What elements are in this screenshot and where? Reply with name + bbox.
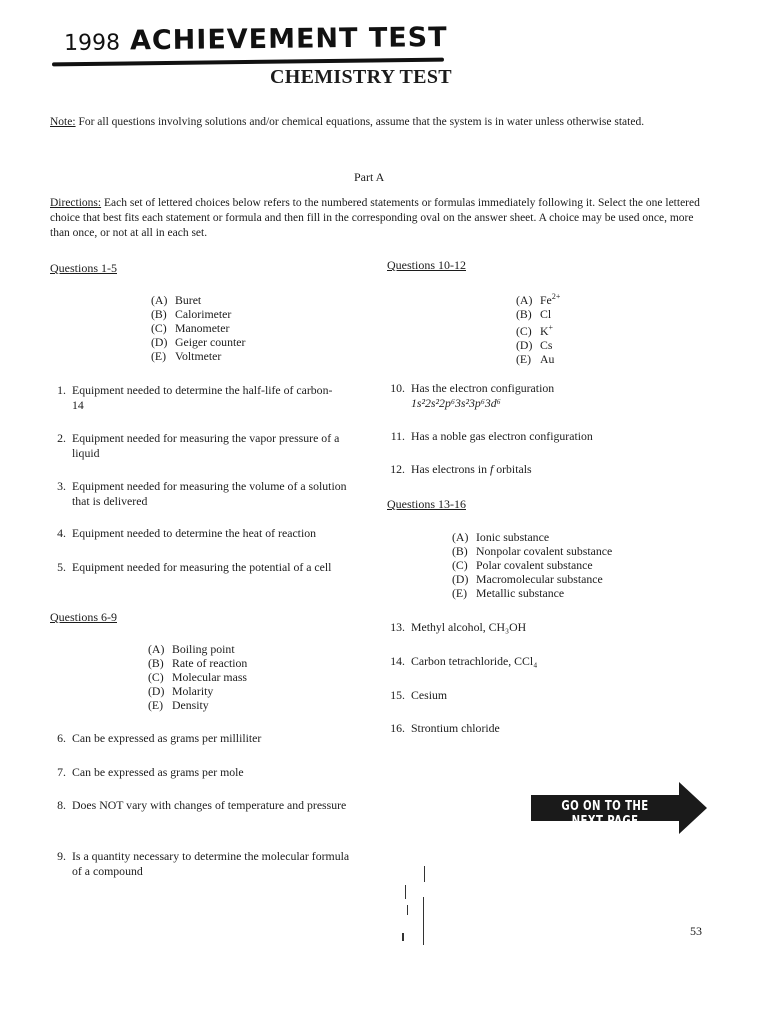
choice-letter: (C) — [148, 670, 164, 684]
choice-letter: (A) — [151, 293, 168, 307]
choice-item — [151, 293, 245, 307]
choice-list-questions-6-9 — [148, 642, 247, 712]
choice-letter: (B) — [148, 656, 164, 670]
choice-item — [452, 586, 612, 600]
choice-superscript: + — [548, 322, 554, 332]
question-number: 10. — [390, 381, 405, 395]
question-text: Equipment needed for measuring the vapor pressure of a liquid — [72, 431, 340, 460]
choice-letter: (A) — [148, 642, 165, 656]
question-number: 14. — [390, 654, 405, 668]
question-8 — [50, 798, 352, 813]
note-label: Note: — [50, 116, 76, 128]
question-text: Equipment needed for measuring the volume of a solution that is delivered — [72, 479, 347, 508]
question-text: Can be expressed as grams per mole — [72, 765, 244, 779]
choice-letter: (D) — [516, 337, 533, 352]
question-number: 11. — [390, 429, 405, 443]
question-11 — [385, 429, 701, 444]
choice-item — [148, 684, 247, 698]
question-number: 8. — [57, 798, 66, 812]
choice-text: Density — [172, 698, 209, 712]
set-heading-questions-1-5: Questions 1-5 — [50, 261, 117, 275]
choice-item — [148, 670, 247, 684]
choice-text: Boiling point — [172, 642, 235, 656]
question-text: Cesium — [411, 688, 448, 702]
scan-mark — [423, 897, 424, 945]
set-heading-questions-10-12: Questions 10-12 — [387, 258, 466, 272]
question-text: Does NOT vary with changes of temperature and pressure — [72, 798, 347, 812]
go-on-next-page-arrow — [531, 782, 707, 834]
choice-item — [452, 544, 612, 558]
scan-mark — [405, 885, 406, 899]
question-text — [411, 462, 701, 477]
choice-letter: (C) — [452, 558, 468, 572]
question-text: Is a quantity necessary to determine the molecular formula of a compound — [72, 849, 350, 878]
choice-letter: (B) — [516, 306, 532, 321]
question-number: 2. — [57, 431, 66, 445]
question-number: 12. — [390, 462, 405, 476]
choice-text: K — [540, 323, 549, 338]
choice-text: Calorimeter — [175, 307, 232, 321]
go-on-label: GO ON TO THE NEXT PAGE — [561, 799, 649, 829]
scan-mark — [402, 933, 404, 941]
choice-item — [148, 698, 247, 712]
choice-text: Macromolecular substance — [476, 572, 603, 586]
choice-letter: (D) — [148, 684, 165, 698]
handwritten-title-text: ACHIEVEMENT TEST — [129, 21, 448, 57]
question-number: 13. — [390, 620, 405, 634]
choice-item — [151, 307, 245, 321]
page-number: 53 — [690, 924, 702, 938]
question-10 — [385, 381, 701, 411]
choice-text: Geiger counter — [175, 335, 246, 349]
question-text-after: orbitals — [496, 462, 532, 476]
choice-item — [516, 321, 560, 338]
choice-list-questions-13-16 — [452, 530, 612, 600]
choice-item — [452, 572, 612, 586]
choice-letter: (E) — [151, 349, 167, 363]
choice-text: Manometer — [175, 321, 230, 335]
question-text: Strontium chloride — [411, 721, 500, 735]
question-7 — [50, 765, 362, 780]
directions — [50, 196, 700, 241]
choice-text: Nonpolar covalent substance — [476, 544, 613, 558]
choice-list-questions-1-5 — [151, 293, 245, 363]
question-text: Has a noble gas electron configuration — [411, 429, 593, 443]
choice-superscript: 2+ — [551, 292, 561, 301]
question-1 — [50, 383, 342, 413]
choice-list-questions-10-12 — [516, 290, 560, 366]
choice-text: Buret — [175, 293, 202, 307]
question-text — [411, 381, 701, 411]
electron-configuration: 1s²2s²2p⁶3s²3p⁶3d⁶ — [411, 396, 501, 410]
choice-item — [148, 656, 247, 670]
choice-item — [148, 642, 247, 656]
question-number: 6. — [57, 731, 66, 745]
question-16 — [385, 721, 701, 736]
choice-text: Molarity — [172, 684, 214, 698]
choice-letter: (C) — [151, 321, 167, 335]
choice-item — [151, 335, 245, 349]
choice-letter: (E) — [516, 351, 532, 366]
scan-mark — [424, 866, 425, 882]
part-label: Part A — [354, 170, 385, 184]
question-14 — [385, 654, 701, 669]
choice-text: Molecular mass — [172, 670, 248, 684]
question-number: 16. — [390, 721, 405, 735]
question-6 — [50, 731, 362, 746]
question-text-main: Has the electron configuration — [411, 381, 555, 395]
question-text: Equipment needed for measuring the potential of a cell — [72, 560, 332, 574]
question-9 — [50, 849, 357, 879]
choice-letter: (D) — [151, 335, 168, 349]
choice-item — [452, 558, 612, 572]
set-heading-questions-13-16: Questions 13-16 — [387, 497, 466, 511]
choice-text: Polar covalent substance — [476, 558, 593, 572]
choice-item — [151, 349, 245, 363]
question-text: Methyl alcohol, CH₃OH — [411, 620, 527, 634]
choice-letter: (A) — [516, 292, 533, 307]
choice-item — [452, 530, 612, 544]
question-5 — [50, 560, 347, 575]
handwritten-title — [64, 22, 448, 57]
question-12 — [385, 462, 701, 477]
question-13 — [385, 620, 701, 635]
page-title: CHEMISTRY TEST — [270, 66, 452, 88]
note-text: For all questions involving solutions and/or chemical equations, assume that the system is in water unless otherwise stated. — [78, 116, 645, 128]
choice-item — [516, 338, 560, 352]
note — [50, 115, 690, 129]
question-number: 4. — [57, 526, 66, 540]
choice-letter: (D) — [452, 572, 469, 586]
question-number: 7. — [57, 765, 66, 779]
choice-item — [516, 290, 560, 307]
directions-label: Directions: — [50, 197, 102, 209]
choice-item — [516, 307, 560, 321]
choice-letter: (A) — [452, 530, 469, 544]
question-text: Equipment needed to determine the heat of reaction — [72, 526, 317, 540]
choice-text: Voltmeter — [175, 349, 222, 363]
choice-text: Rate of reaction — [172, 656, 248, 670]
scan-mark — [407, 905, 408, 915]
choice-text: Metallic substance — [476, 586, 565, 600]
choice-item — [516, 352, 560, 366]
choice-letter: (E) — [452, 586, 468, 600]
question-text-before: Has electrons in — [411, 462, 488, 476]
set-heading-questions-6-9: Questions 6-9 — [50, 610, 117, 624]
handwritten-year: 1998 — [63, 30, 121, 57]
directions-text: Each set of lettered choices below refers to the numbered statements or formulas immediately following it. Select the one lettered choice that best fits each statement or formula and then fill in the corresponding oval on the answer sheet. A choice may be used once, more than once, or not at all in each set. — [50, 197, 700, 239]
choice-text: Cl — [540, 306, 552, 321]
choice-letter: (C) — [516, 323, 532, 338]
question-number: 9. — [57, 849, 66, 863]
choice-text: Cs — [540, 337, 553, 352]
question-text: Carbon tetrachloride, CCl₄ — [411, 654, 538, 668]
choice-letter: (B) — [452, 544, 468, 558]
choice-letter: (E) — [148, 698, 164, 712]
question-text: Equipment needed to determine the half-life of carbon-14 — [72, 383, 333, 412]
question-number: 5. — [57, 560, 66, 574]
choice-letter: (B) — [151, 307, 167, 321]
question-text-italic: f — [489, 462, 494, 476]
question-number: 15. — [390, 688, 405, 702]
question-4 — [50, 526, 362, 541]
question-number: 1. — [57, 383, 66, 397]
question-number: 3. — [57, 479, 66, 493]
choice-text: Fe — [540, 292, 552, 307]
choice-text: Au — [540, 351, 555, 366]
question-15 — [385, 688, 701, 703]
choice-text: Ionic substance — [476, 530, 550, 544]
question-3 — [50, 479, 347, 509]
choice-item — [151, 321, 245, 335]
question-text: Can be expressed as grams per milliliter — [72, 731, 262, 745]
question-2 — [50, 431, 362, 461]
